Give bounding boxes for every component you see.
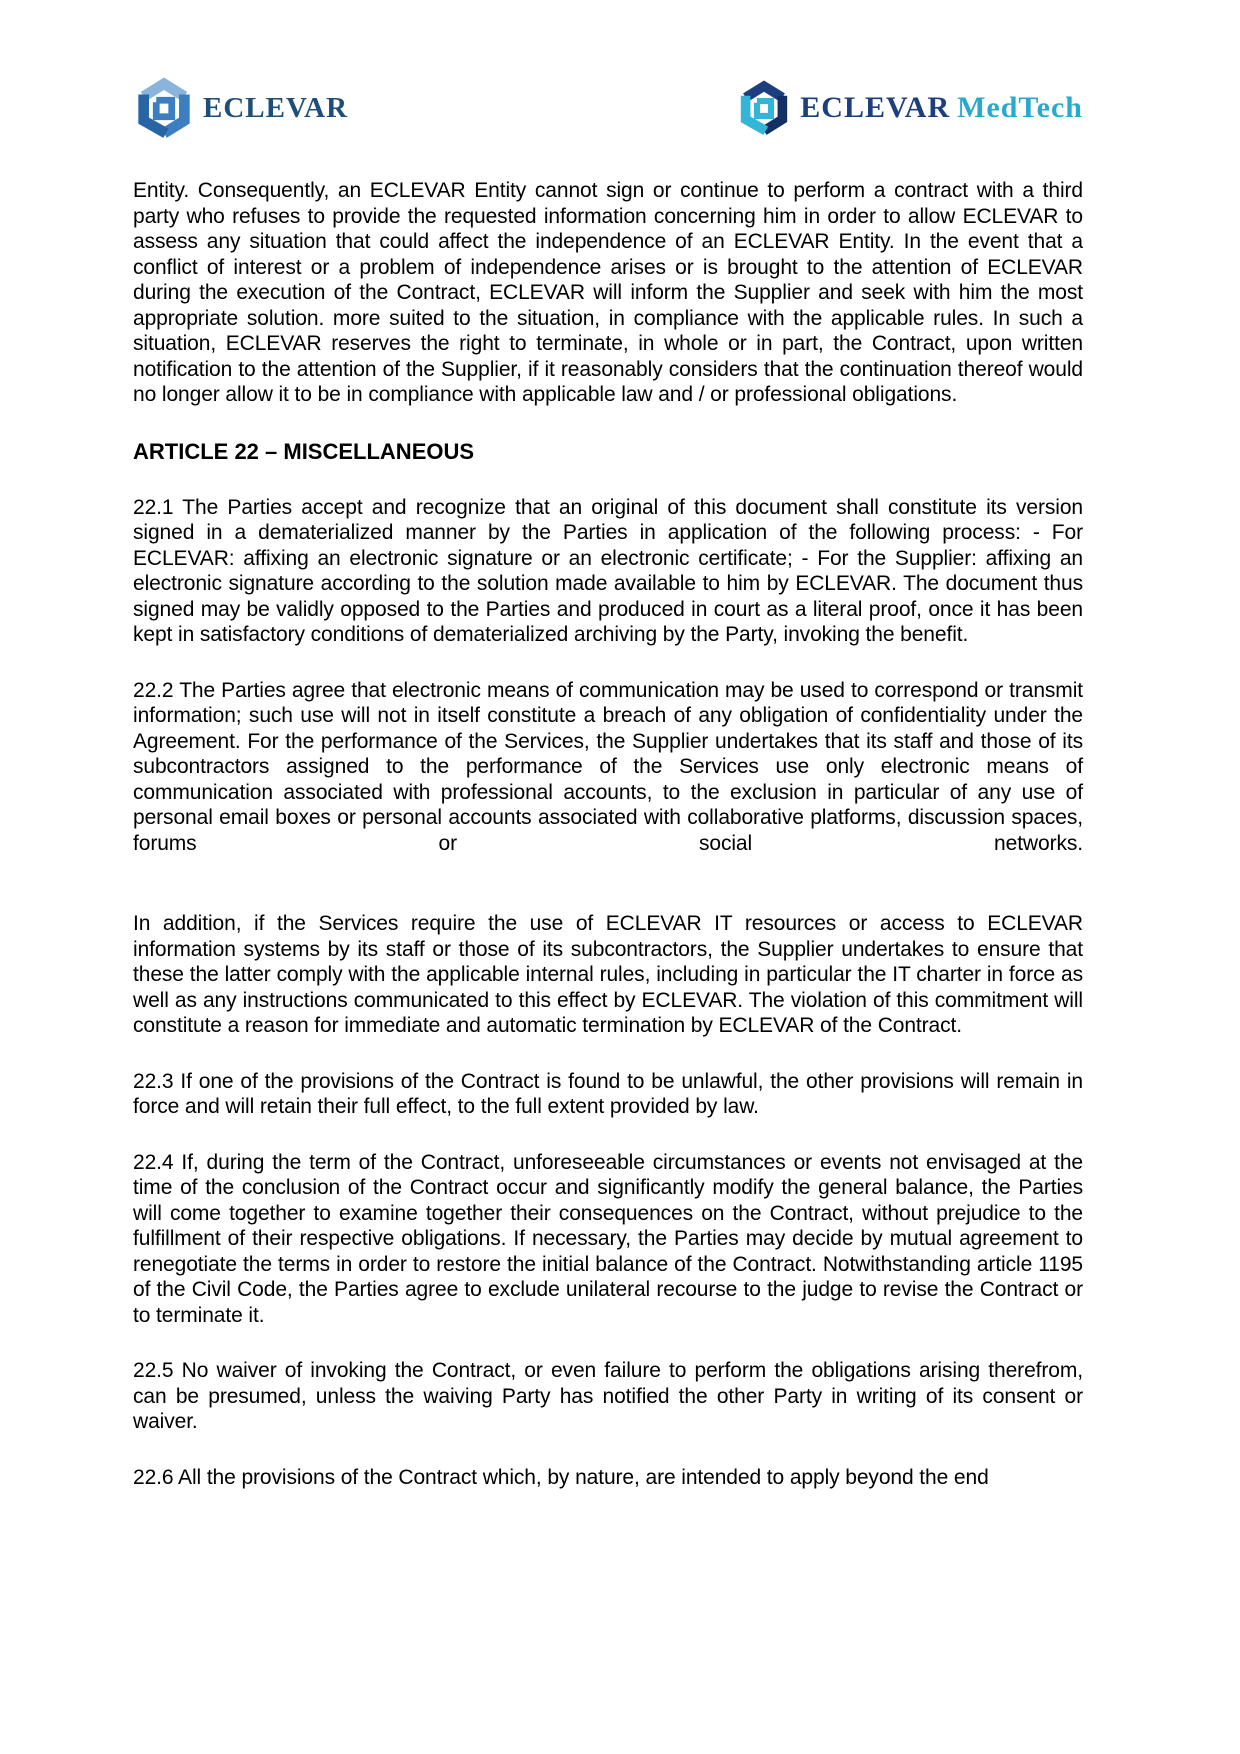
clause-22-1: 22.1 The Parties accept and recognize that an original of this document shall constitute its version signed in a dematerialized manner by the Parties in application of the following process: - For ECLEVAR: affixing an electronic signature or an electronic certificate; - For the Supplier: affixing an electronic signature according to the solution made available to him by ECLEVAR. The document thus signed may be validly opposed to the Parties and produced in court as a literal proof, once it has been kept in satisfactory conditions of dematerialized archiving by the Party, invoking the benefit. [133, 495, 1083, 646]
clause-22-2-addition: In addition, if the Services require the use of ECLEVAR IT resources or access to ECLEVAR information systems by its staff or those of its subcontractors, the Supplier undertakes to ensure that these the latter comply with the applicable internal rules, including in particular the IT charter in force as well as any instructions communicated to this effect by ECLEVAR. The violation of this commitment will constitute a reason for immediate and automatic termination by ECLEVAR of the Contract. [133, 912, 1083, 1037]
eclevar-medtech-logo [736, 77, 1083, 139]
clause-22-5: 22.5 No waiver of invoking the Contract, or even failure to perform the obligations arising therefrom, can be presumed, unless the waiving Party has notified the other Party in writing of its consent or waiver. [133, 1359, 1083, 1433]
eclevar-logo [133, 73, 348, 143]
contract-body [133, 178, 1083, 1490]
paragraph-conflict-of-interest: Entity. Consequently, an ECLEVAR Entity cannot sign or continue to perform a contract with a third party who refuses to provide the requested information concerning him in order to allow ECLEVAR to assess any situation that could affect the independence of an ECLEVAR Entity. In the event that a conflict of interest or a problem of independence arises or is brought to the attention of ECLEVAR during the execution of the Contract, ECLEVAR will inform the Supplier and seek with him the most appropriate solution. more suited to the situation, in compliance with the applicable rules. In such a situation, ECLEVAR reserves the right to terminate, in whole or in part, the Contract, upon written notification to the attention of the Supplier, if it reasonably considers that the continuation thereof would no longer allow it to be in compliance with applicable law and / or professional obligations. [133, 179, 1083, 406]
clause-22-6: 22.6 All the provisions of the Contract which, by nature, are intended to apply beyond the end [133, 1465, 989, 1489]
clause-22-3: 22.3 If one of the provisions of the Contract is found to be unlawful, the other provisions will remain in force and will retain their full effect, to the full extent provided by law. [133, 1069, 1083, 1118]
eclevar-hexagon-icon [133, 73, 195, 143]
medtech-wordmark-suffix: MedTech [957, 91, 1083, 124]
clause-22-4: 22.4 If, during the term of the Contract, unforeseeable circumstances or events not envisaged at the time of the conclusion of the Contract occur and significantly modify the general balance, the Parties will come together to examine together their consequences on the Contract, without prejudice to the fulfillment of their respective obligations. If necessary, the Parties may decide by mutual agreement to renegotiate the terms in order to restore the initial balance of the Contract. Notwithstanding article 1195 of the Civil Code, the Parties agree to exclude unilateral recourse to the judge to revise the Contract or to terminate it. [133, 1150, 1083, 1327]
eclevar-medtech-hexagon-icon [736, 77, 792, 139]
clause-22-2: 22.2 The Parties agree that electronic means of communication may be used to correspond or transmit information; such use will not in itself constitute a breach of any obligation of confidentiality under the Agreement. For the performance of the Services, the Supplier undertakes that its staff and those of its subcontractors assigned to the performance of the Services use only electronic means of communication associated with professional accounts, to the exclusion in particular of any use of personal email boxes or personal accounts associated with collaborative platforms, discussion spaces, forums or social networks. [133, 678, 1083, 855]
eclevar-medtech-wordmark [800, 91, 1083, 125]
medtech-wordmark-primary: ECLEVAR [800, 91, 951, 124]
page-header [133, 68, 1083, 148]
article-22-heading: ARTICLE 22 – MISCELLANEOUS [133, 438, 475, 464]
eclevar-wordmark: ECLEVAR [203, 91, 349, 124]
